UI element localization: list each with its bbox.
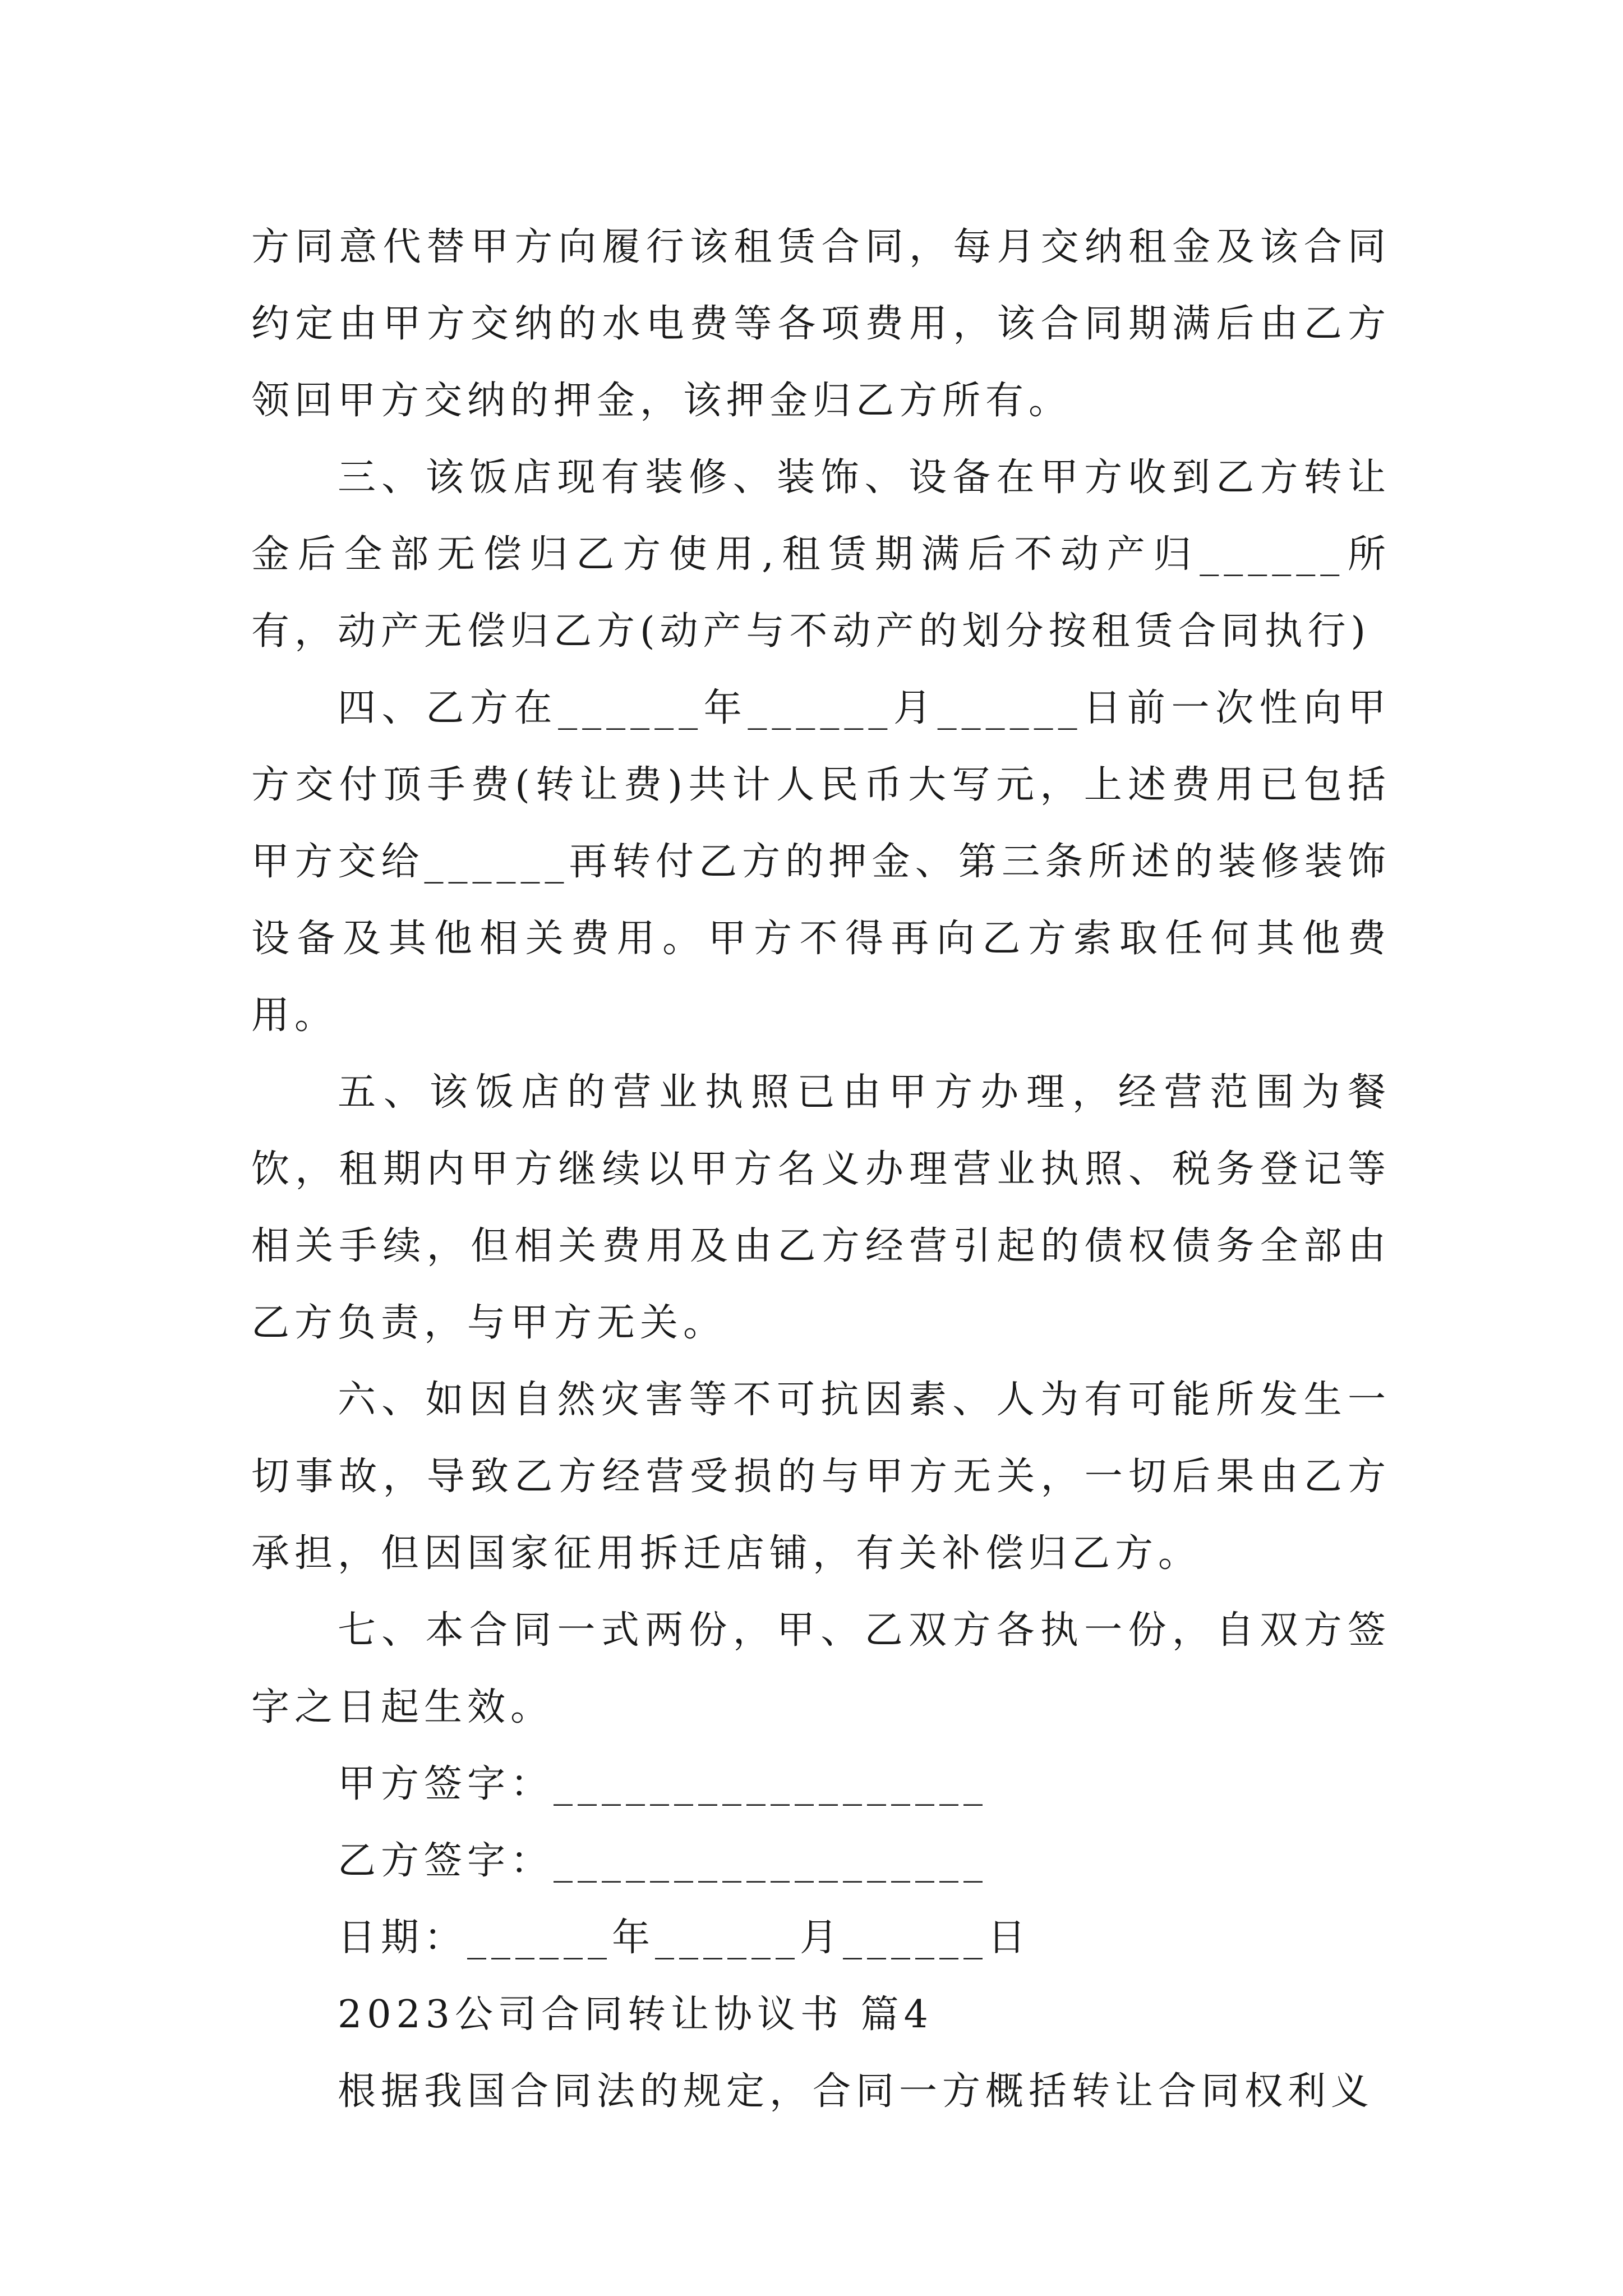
date-line: 日期：______年______月______日 [338,1916,1031,1960]
document-body [251,209,1391,2130]
final-line: 根据我国合同法的规定，合同一方概括转让合同权利义 [338,2069,1375,2114]
signature-party-a: 甲方签字：__________________ [338,1762,988,1806]
paragraph-continuation: 方同意代替甲方向履行该租赁合同，每月交纳租金及该合同约定由甲方交纳的水电费等各项费用，该合同期满后由乙方领回甲方交纳的押金，该押金归乙方所有。 [251,225,1391,423]
paragraph-clause-7: 七、本合同一式两份，甲、乙双方各执一份，自双方签字之日起生效。 [251,1608,1391,1729]
paragraph-clause-3: 三、该饭店现有装修、装饰、设备在甲方收到乙方转让金后全部无偿归乙方使用,租赁期满后不动产归______所有，动产无偿归乙方(动产与不动产的划分按租赁合同执行) [251,455,1391,654]
paragraph-clause-6: 六、如因自然灾害等不可抗因素、人为有可能所发生一切事故，导致乙方经营受损的与甲方无关，一切后果由乙方承担，但因国家征用拆迁店铺，有关补偿归乙方。 [251,1378,1391,1576]
paragraph-clause-5: 五、该饭店的营业执照已由甲方办理，经营范围为餐饮，租期内甲方继续以甲方名义办理营业执照、税务登记等相关手续，但相关费用及由乙方经营引起的债权债务全部由乙方负责，与甲方无关。 [251,1070,1391,1345]
paragraph-clause-4: 四、乙方在______年______月______日前一次性向甲方交付顶手费(转让费)共计人民币大写元，上述费用已包括甲方交给______再转付乙方的押金、第三条所述的装修装饰设备及其他相关费用。甲方不得再向乙方索取任何其他费用。 [251,686,1391,1038]
signature-party-b: 乙方签字：__________________ [338,1839,988,1883]
section-title: 2023公司合同转让协议书 篇4 [338,1993,933,2037]
